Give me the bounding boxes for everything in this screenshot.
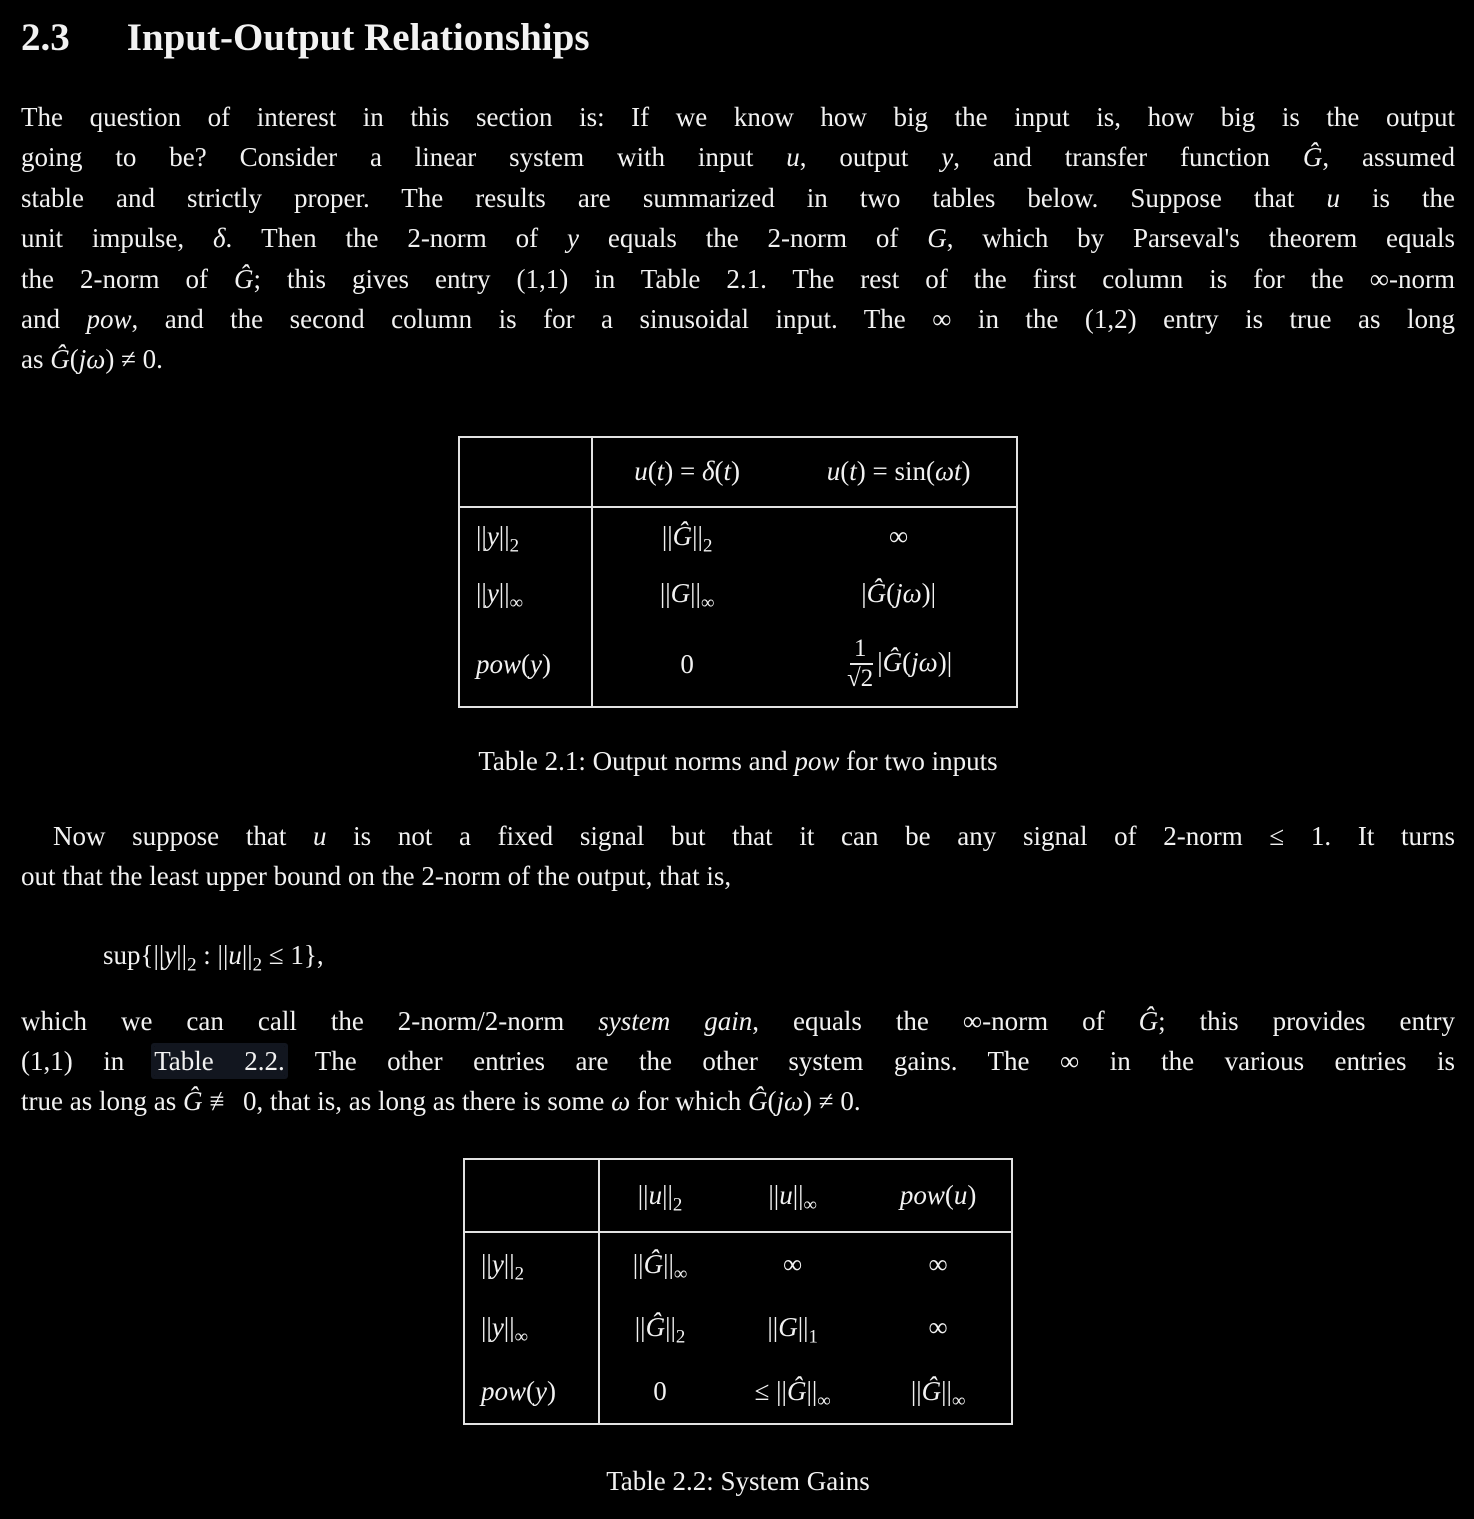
text-line: going to be? Consider a linear system with input u, output y, and transfer function Ĝ, assumed (21, 142, 1455, 173)
table-2-1-caption: Table 2.1: Output norms and pow for two inputs (478, 745, 998, 776)
section-number: 2.3 (21, 16, 70, 59)
paragraph-system-gain (21, 1001, 1455, 1122)
text-line: true as long as Ĝ ≢ 0, that is, as long as there is some ω for which Ĝ(jω) ≠ 0. (21, 1086, 861, 1117)
table-cell: $||Ĝ||_\infty$ (632, 1248, 688, 1285)
row-label: $||y||_2$ (464, 1232, 599, 1296)
paragraph-intro (21, 97, 1455, 380)
table-cell: ≤ $||Ĝ||_\infty$ (754, 1375, 831, 1412)
table-row (464, 1296, 1012, 1360)
row-label: $||y||_2$ (459, 507, 592, 565)
section-title: Input-Output Relationships (126, 16, 590, 59)
text-line: (1,1) in Table 2.2. The other entries are the other system gains. The ∞ in the various entries is (21, 1046, 1455, 1077)
table-row (459, 623, 1017, 707)
table-row (464, 1232, 1012, 1296)
column-header: u(t) = δ(t) (592, 437, 781, 507)
table-cell: $\frac{1}{√2}$ |Ĝ(jω)| (847, 634, 953, 693)
text-line: unit impulse, δ. Then the 2-norm of y equals the 2-norm of G, which by Parseval's theorem equals (21, 223, 1456, 254)
column-header: $||u||_2$ (599, 1159, 720, 1232)
table-cell: $||Ĝ||_\infty$ (910, 1375, 966, 1412)
text-line: which we can call the 2-norm/2-norm system gain, equals the ∞-norm of Ĝ; this provides entry (21, 1005, 1456, 1036)
table-row (459, 507, 1017, 565)
table-row (464, 1360, 1012, 1424)
table-cell: $||Ĝ||_2$ (661, 520, 713, 557)
text-line: stable and strictly proper. The results are summarized in two tables below. Suppose that u is the (21, 182, 1455, 213)
table-cell: ∞ (783, 1248, 803, 1279)
table-header-row (464, 1159, 1012, 1232)
table-cell: $||Ĝ||_2$ (634, 1312, 686, 1348)
table-row (459, 565, 1017, 623)
table-cell: $||G||_1$ (767, 1312, 818, 1348)
row-label: pow(y) (464, 1360, 599, 1424)
row-label: $||y||_\infty$ (459, 565, 592, 623)
row-label: pow(y) (459, 623, 592, 707)
text-line: The question of interest in this section is: If we know how big the input is, how big is the output (21, 102, 1455, 132)
section-heading (21, 16, 1455, 60)
column-header: u(t) = sin(ωt) (781, 437, 1017, 507)
text-line: Now suppose that u is not a fixed signal but that it can be any signal of 2-norm ≤ 1. It turns (53, 820, 1456, 851)
math-table (463, 1158, 1013, 1425)
table-2-1-container (21, 436, 1455, 708)
text-line: out that the least upper bound on the 2-norm of the output, that is, (21, 861, 732, 892)
table-corner-cell (459, 437, 592, 507)
table-cell: ∞ (928, 1248, 948, 1279)
paragraph-2norm-bound (21, 816, 1455, 897)
table-2-2-link[interactable]: Table 2.2. (154, 1046, 285, 1077)
table-2-2-container (21, 1158, 1455, 1425)
table-cell: |Ĝ(jω)| (861, 578, 937, 609)
row-label: $||y||_\infty$ (464, 1296, 599, 1360)
text-line: the 2-norm of Ĝ; this gives entry (1,1) in Table 2.1. The rest of the first column is for the ∞-norm (21, 263, 1455, 294)
table-corner-cell (464, 1159, 599, 1232)
math-table (458, 436, 1018, 708)
table-header-row (459, 437, 1017, 507)
table-cell: 0 (653, 1375, 667, 1406)
table-cell: ∞ (928, 1312, 948, 1343)
table-cell: ∞ (889, 520, 909, 551)
sup-equation: $sup\{||y||_2$ : $||u||_2 \le 1$}, (103, 939, 324, 976)
column-header: $||u||_\infty$ (720, 1159, 865, 1232)
text-line: as Ĝ(jω) ≠ 0. (21, 344, 163, 375)
table-2-2-caption: Table 2.2: System Gains (606, 1465, 870, 1496)
text-line: and pow, and the second column is for a sinusoidal input. The ∞ in the (1,2) entry is true as long (21, 304, 1455, 335)
table-cell: 0 (680, 648, 694, 679)
column-header: pow(u) (865, 1159, 1012, 1232)
table-cell: $||G||_\infty$ (659, 578, 715, 614)
